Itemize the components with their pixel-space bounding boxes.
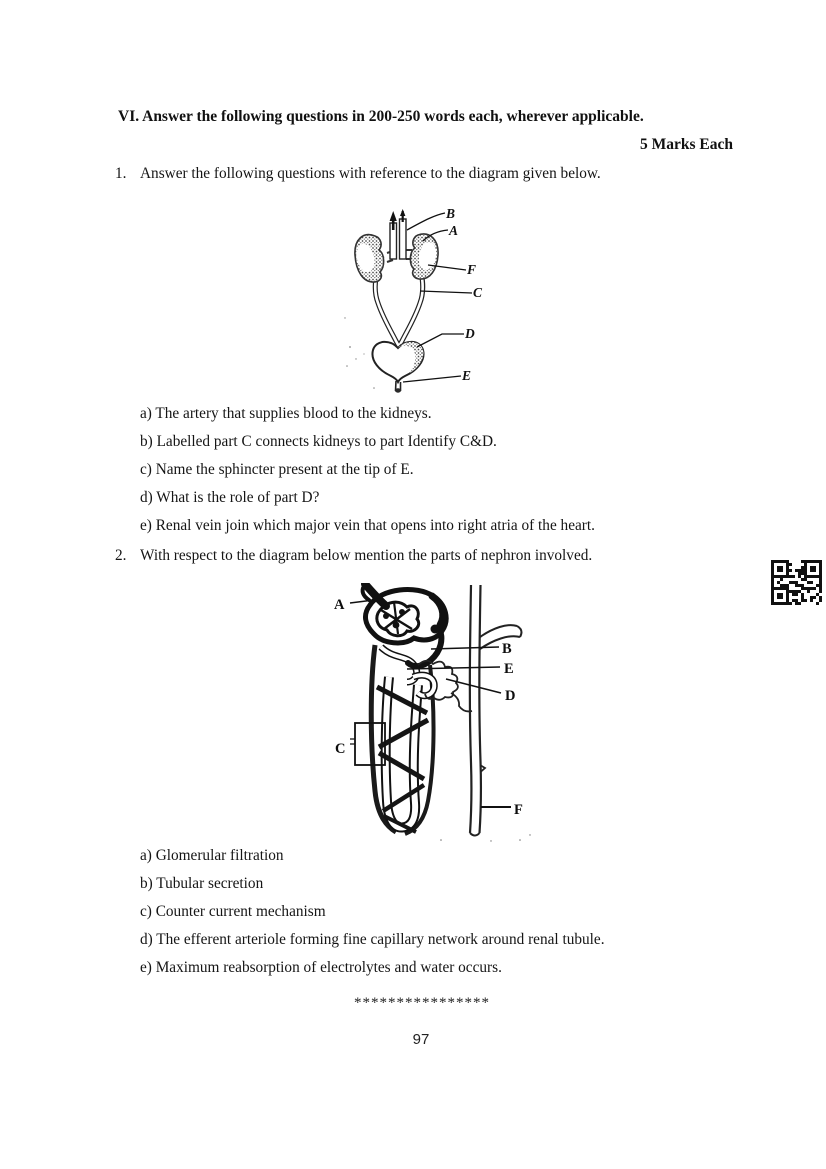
qr-module (798, 569, 801, 572)
question-item: a) The artery that supplies blood to the kidneys. (140, 405, 432, 422)
qr-module (795, 590, 798, 593)
qr-module (810, 566, 816, 572)
qr-module (807, 581, 810, 584)
collecting-duct (470, 585, 522, 836)
qr-module (777, 593, 783, 599)
qr-module (795, 569, 798, 572)
urinary-system-diagram (330, 198, 495, 393)
qr-module (819, 599, 822, 602)
bladder (372, 342, 423, 382)
qr-module (795, 599, 798, 602)
qr-module (798, 602, 801, 605)
diagram2-label-a: A (334, 597, 345, 613)
qr-module (789, 581, 792, 584)
qr-module (792, 599, 795, 602)
qr-module (804, 599, 807, 602)
qr-module (819, 578, 822, 581)
qr-module (798, 590, 801, 593)
scan-noise (344, 317, 375, 389)
section-heading: VI. Answer the following questions in 200-250 words each, wherever applicable. (118, 108, 644, 125)
qr-module (801, 578, 804, 581)
qr-module (810, 596, 813, 599)
qr-module (810, 581, 813, 584)
question-item: b) Labelled part C connects kidneys to part Identify C&D. (140, 433, 497, 450)
kidney-left (354, 235, 383, 282)
great-vessels (390, 209, 406, 259)
diagram2-label-d: D (505, 688, 516, 704)
kidney-right (410, 234, 438, 279)
qr-module (801, 569, 804, 572)
qr-module (816, 593, 819, 596)
question-1-prompt: Answer the following questions with reference to the diagram given below. (140, 165, 601, 182)
qr-module (795, 581, 798, 584)
qr-module (801, 599, 804, 602)
qr-module (798, 584, 801, 587)
qr-module (777, 566, 783, 572)
question-item: c) Counter current mechanism (140, 903, 326, 920)
qr-module (777, 581, 780, 584)
qr-module (795, 593, 798, 596)
qr-module (792, 575, 795, 578)
qr-module (792, 593, 795, 596)
question-item: d) What is the role of part D? (140, 489, 320, 506)
diagram1-label-f: F (467, 262, 477, 277)
qr-module (789, 569, 792, 572)
qr-module (771, 584, 774, 587)
qr-module (807, 590, 810, 593)
scan-noise (440, 834, 531, 841)
qr-code-svg (771, 560, 822, 605)
qr-module (795, 602, 798, 605)
qr-module (771, 581, 774, 584)
question-item: c) Name the sphincter present at the tip of E. (140, 461, 414, 478)
qr-module (801, 596, 804, 599)
qr-module (819, 587, 822, 590)
qr-module (801, 587, 804, 590)
qr-module (771, 578, 774, 581)
diagram2-label-f: F (514, 802, 523, 818)
page-number: 97 (412, 1031, 430, 1048)
qr-module (792, 590, 795, 593)
qr-module (819, 596, 822, 599)
qr-module (816, 602, 819, 605)
qr-module (819, 584, 822, 587)
question-1-number: 1. (115, 165, 127, 182)
qr-module (819, 590, 822, 593)
qr-module (801, 584, 804, 587)
qr-module (810, 587, 813, 590)
diagram2-label-e: E (504, 661, 514, 677)
qr-module (789, 575, 792, 578)
qr-module (804, 587, 807, 590)
diagram1-label-e: E (462, 368, 472, 383)
qr-module (816, 584, 819, 587)
question-item: a) Glomerular filtration (140, 847, 284, 864)
diagram1-label-a: A (449, 223, 459, 238)
qr-module (801, 566, 804, 569)
question-item: e) Maximum reabsorption of electrolytes and water occurs. (140, 959, 502, 976)
qr-code (771, 560, 822, 605)
qr-module (789, 602, 792, 605)
marks-note: 5 Marks Each (640, 136, 733, 153)
question-item: e) Renal vein join which major vein that opens into right atria of the heart. (140, 517, 595, 534)
qr-module (801, 593, 804, 596)
diagram2-label-c: C (335, 741, 346, 757)
qr-module (786, 584, 789, 587)
qr-module (798, 572, 801, 575)
question-2-prompt: With respect to the diagram below mention the parts of nephron involved. (140, 547, 593, 564)
separator-asterisks: **************** (354, 995, 490, 1011)
qr-module (819, 581, 822, 584)
question-2-line (115, 547, 592, 565)
qr-module (804, 578, 807, 581)
diagram1-label-b: B (446, 206, 456, 221)
qr-module (780, 578, 783, 581)
nephron-diagram (323, 583, 538, 845)
qr-module (789, 563, 792, 566)
qr-module (810, 599, 813, 602)
diagram1-label-d: D (465, 326, 475, 341)
qr-module (807, 587, 810, 590)
question-item: d) The efferent arteriole forming fine capillary network around renal tubule. (140, 931, 605, 948)
diagram1-label-c: C (473, 285, 483, 300)
qr-module (783, 584, 786, 587)
question-item: b) Tubular secretion (140, 875, 264, 892)
qr-module (813, 587, 816, 590)
question-2-number: 2. (115, 547, 127, 564)
qr-module (795, 584, 798, 587)
qr-module (792, 581, 795, 584)
qr-module (801, 572, 804, 575)
qr-module (813, 596, 816, 599)
diagram2-label-b: B (502, 641, 512, 657)
question-1-line (115, 165, 601, 183)
qr-module (798, 575, 801, 578)
qr-module (801, 560, 804, 563)
qr-module (780, 584, 783, 587)
qr-module (789, 590, 792, 593)
